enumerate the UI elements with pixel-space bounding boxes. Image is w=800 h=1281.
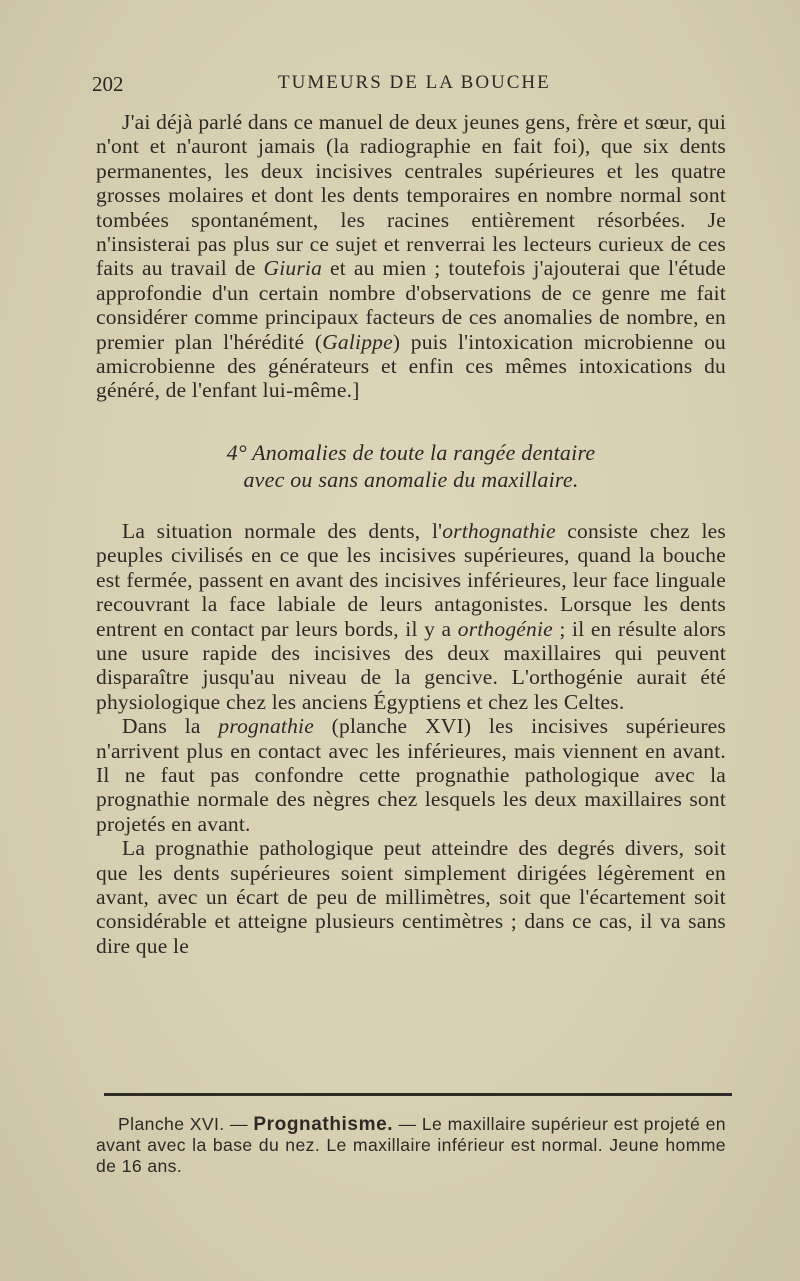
caption-label: Planche XVI. — [118,1114,254,1134]
paragraph [96,519,726,714]
section-heading [96,439,726,493]
text-run: ; il en résulte alors une usure rapide des incisives des deux maxillaires qui peuvent disparaître jusqu'au niveau de la gencive. L'orthogénie aurait été physiologique chez les anciens Égyptiens et chez les Celtes. [96,616,727,714]
running-title: TUMEURS DE LA BOUCHE [278,72,551,93]
author-name: Galippe [322,329,393,354]
term: orthogénie [457,616,553,641]
text-run: Dans la [122,714,219,739]
paragraph [96,714,726,836]
body-text [96,110,726,958]
text-run: ) puis l'intoxication microbienne ou amicrobienne des générateurs et enfin ces mêmes intoxications du généré, de l'enfant lui-même.] [96,329,726,403]
plate-caption [96,1114,726,1177]
page-header [92,72,732,98]
text-run: La situation normale des dents, l' [122,518,443,543]
term: prognathie [218,714,314,739]
paragraph [96,110,726,403]
text-run: La prognathie pathologique peut atteindre des degrés divers, soit que les dents supérieures soient simplement dirigées légèrement en avant, avec un écart de peu de millimètres, soit que l'écartement soit considérable et atteigne plusieurs centimètres ; dans ce cas, il va sans dire que le [96,836,726,958]
text-run: J'ai déjà parlé dans ce manuel de deux jeunes gens, frère et sœur, qui n'ont et n'auront jamais (la radiographie en fait foi), que six dents permanentes, les deux incisives centrales supérieures et les quatre grosses molaires et dont les dents temporaires en nombre normal sont tombées spontanément, les racines entièrement résorbées. Je n'insisterai pas plus sur ce sujet et renverrai les lecteurs curieux de ces faits au travail de [96,110,726,281]
caption-title: Prognathisme. [253,1114,394,1135]
caption-text: — Le maxillaire supérieur est projeté en avant avec la base du nez. Le maxillaire inférieur est normal. Jeune homme de 16 ans. [96,1114,726,1176]
term: orthognathie [442,518,556,543]
divider-rule [104,1093,732,1096]
author-name: Giuria [263,256,323,281]
section-heading-line: avec ou sans anomalie du maxillaire. [243,466,579,492]
text-run: et au mien ; toutefois j'ajouterai que l'étude approfondie d'un certain nombre d'observations de ce genre me fait considérer comme principaux facteurs de ces anomalies de nombre, en premier plan l'hérédité ( [96,256,726,354]
paragraph [96,836,726,958]
text-run: consiste chez les peuples civilisés en ce que les incisives supérieures, quand la bouche est fermée, passent en avant des incisives inférieures, leur face linguale recouvrant la face labiale de leurs antagonistes. Lorsque les dents entrent en contact par leurs bords, il y a [96,518,726,641]
page-number: 202 [92,72,124,96]
section-heading-line: 4° Anomalies de toute la rangée dentaire [226,439,596,465]
text-run: (planche XVI) les incisives supérieures n'arrivent plus en contact avec les inférieures, mais viennent en avant. Il ne faut pas confondre cette prognathie pathologique avec la prognathie normale des nègres chez lesquels les deux maxillaires sont projetés en avant. [96,714,726,836]
